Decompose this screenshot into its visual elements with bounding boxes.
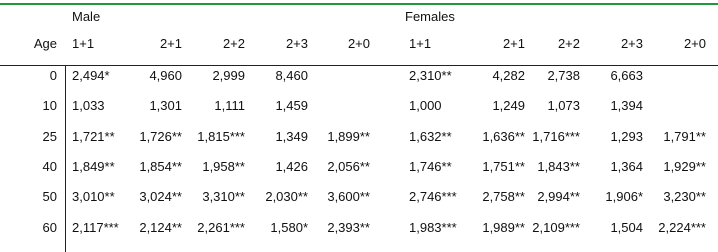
table-cell: 3,600** xyxy=(327,189,370,204)
column-header: 1+1 xyxy=(72,36,95,51)
table-cell: 1,636** xyxy=(482,129,525,144)
top-rule xyxy=(0,3,718,5)
table-cell: 1,929** xyxy=(663,159,706,174)
column-header: 2+0 xyxy=(683,36,706,51)
table-cell: 1,111 xyxy=(214,98,245,113)
table-cell: 1,791** xyxy=(663,129,706,144)
age-cell: 60 xyxy=(42,220,57,235)
table-cell: 2,224*** xyxy=(658,220,706,235)
table-cell: 1,426 xyxy=(275,159,308,174)
column-header: 2+0 xyxy=(347,36,370,51)
age-divider xyxy=(65,66,66,252)
header-rule xyxy=(0,65,718,66)
table-cell: 2,738 xyxy=(547,68,580,83)
table-cell: 3,010** xyxy=(72,189,115,204)
age-cell: 25 xyxy=(42,129,57,144)
table-cell: 1,504 xyxy=(610,220,643,235)
table-cell: 1,958** xyxy=(202,159,245,174)
table-cell: 2,393** xyxy=(327,220,370,235)
column-header: 2+2 xyxy=(222,36,245,51)
table-cell: 1,073 xyxy=(547,98,580,113)
age-cell: 40 xyxy=(42,159,57,174)
column-header: 2+3 xyxy=(620,36,643,51)
table-cell: 1,815*** xyxy=(197,129,245,144)
table-cell: 1,033 xyxy=(72,98,105,113)
table-cell: 1,899** xyxy=(327,129,370,144)
table-cell: 1,843** xyxy=(537,159,580,174)
table-cell: 1,983*** xyxy=(409,220,457,235)
group-label-male: Male xyxy=(72,9,101,24)
column-header: 2+1 xyxy=(159,36,182,51)
table-cell: 2,056** xyxy=(327,159,370,174)
table-cell: 1,301 xyxy=(149,98,182,113)
table-cell: 1,726** xyxy=(139,129,182,144)
table-cell: 1,721** xyxy=(72,129,115,144)
table-cell: 2,746*** xyxy=(409,189,457,204)
table-cell: 8,460 xyxy=(275,68,308,83)
age-cell: 50 xyxy=(42,189,57,204)
table-cell: 1,349 xyxy=(275,129,308,144)
table-cell: 2,494* xyxy=(72,68,110,83)
column-header: 1+1 xyxy=(409,36,432,51)
table-cell: 1,849** xyxy=(72,159,115,174)
table-cell: 6,663 xyxy=(610,68,643,83)
table-cell: 1,580* xyxy=(270,220,308,235)
table-cell: 3,310** xyxy=(202,189,245,204)
table-cell: 2,261*** xyxy=(197,220,245,235)
table-cell: 2,030** xyxy=(265,189,308,204)
table-cell: 1,716*** xyxy=(532,129,580,144)
table-cell: 2,999 xyxy=(212,68,245,83)
table-cell: 1,394 xyxy=(610,98,643,113)
table-cell: 2,109*** xyxy=(532,220,580,235)
table-cell: 1,459 xyxy=(275,98,308,113)
age-column-header: Age xyxy=(33,36,57,51)
table-cell: 2,758** xyxy=(482,189,525,204)
table-cell: 1,746** xyxy=(409,159,452,174)
table-cell: 2,310** xyxy=(409,68,452,83)
table-cell: 2,994** xyxy=(537,189,580,204)
table-cell: 3,230** xyxy=(663,189,706,204)
table-cell: 3,024** xyxy=(139,189,182,204)
table-cell: 1,751** xyxy=(482,159,525,174)
table-cell: 1,906* xyxy=(605,189,643,204)
table-cell: 2,117*** xyxy=(72,220,119,235)
age-cell: 10 xyxy=(42,98,57,113)
column-header: 2+1 xyxy=(502,36,525,51)
age-cell: 0 xyxy=(49,68,57,83)
table-cell: 1,000 xyxy=(409,98,442,113)
table-cell: 1,854** xyxy=(139,159,182,174)
table-cell: 1,989** xyxy=(482,220,525,235)
table-cell: 2,124** xyxy=(139,220,182,235)
column-header: 2+2 xyxy=(557,36,580,51)
table-cell: 1,364 xyxy=(610,159,643,174)
table-cell: 4,282 xyxy=(492,68,525,83)
column-header: 2+3 xyxy=(285,36,308,51)
table-cell: 1,632** xyxy=(409,129,452,144)
table-cell: 1,293 xyxy=(610,129,643,144)
group-label-females: Females xyxy=(405,9,455,24)
table-cell: 4,960 xyxy=(149,68,182,83)
table-cell: 1,249 xyxy=(492,98,525,113)
